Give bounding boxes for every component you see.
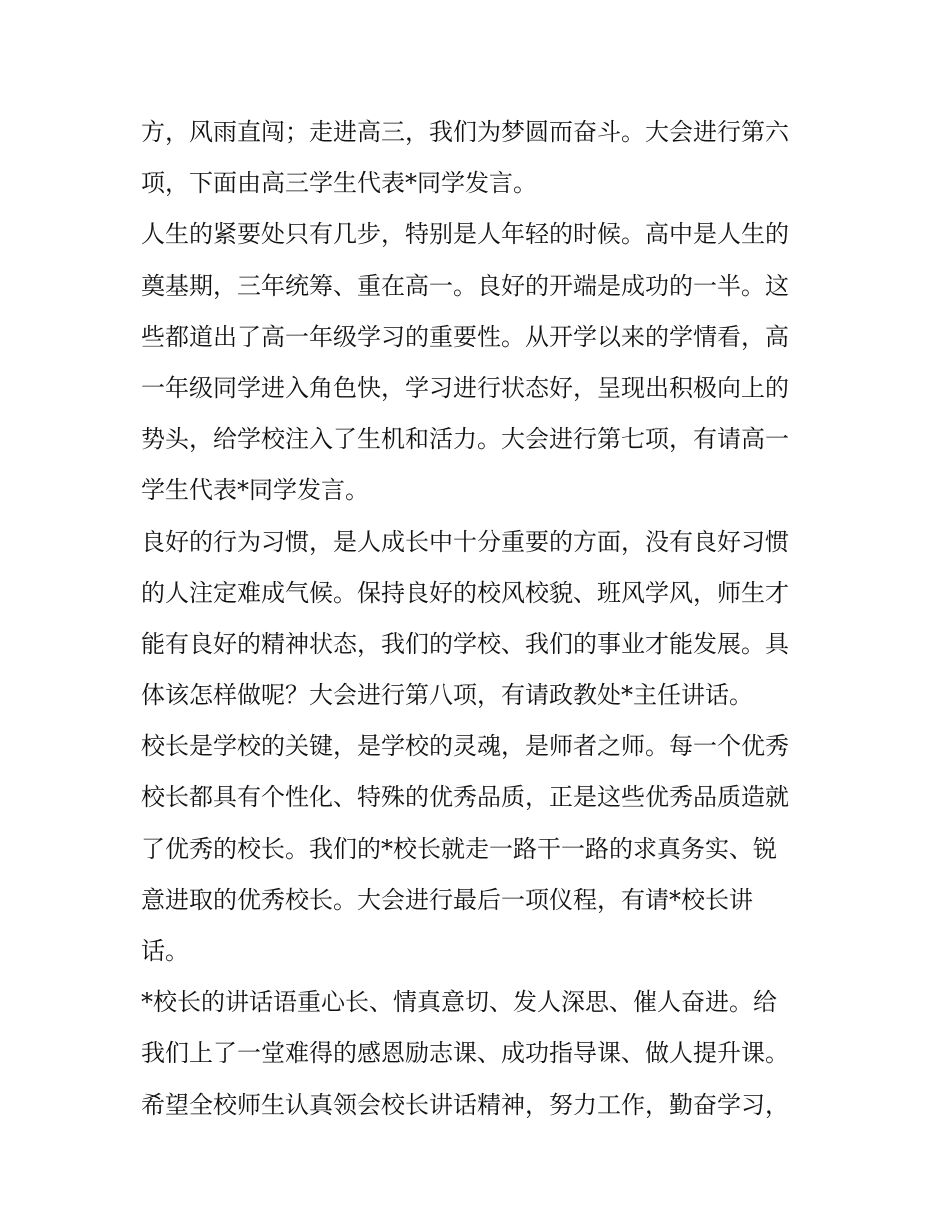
text-line: 方，风雨直闯；走进高三，我们为梦圆而奋斗。大会进行第六 xyxy=(141,118,789,146)
text-line: 的人注定难成气候。保持良好的校风校貌、班风学风，师生才 xyxy=(141,578,789,607)
text-line: 项，下面由高三学生代表*同学发言。 xyxy=(141,169,537,198)
text-line: 意进取的优秀校长。大会进行最后一项仪程，有请*校长讲 xyxy=(141,885,753,914)
text-line: 人生的紧要处只有几步，特别是人年轻的时候。高中是人生的 xyxy=(141,220,789,249)
text-line: 我们上了一堂难得的感恩励志课、成功指导课、做人提升课。 xyxy=(141,1039,789,1068)
text-line: 校长是学校的关键，是学校的灵魂，是师者之师。每一个优秀 xyxy=(141,732,789,761)
text-line: 体该怎样做呢？大会进行第八项，有请政教处*主任讲话。 xyxy=(141,681,753,710)
text-line: 些都道出了高一年级学习的重要性。从开学以来的学情看，高 xyxy=(141,322,789,351)
text-line: *校长的讲话语重心长、情真意切、发人深思、催人奋进。给 xyxy=(141,988,777,1017)
text-line: 话。 xyxy=(141,937,189,965)
text-line: 学生代表*同学发言。 xyxy=(141,476,369,505)
text-line: 势头，给学校注入了生机和活力。大会进行第七项，有请高一 xyxy=(141,425,789,454)
body-text xyxy=(141,107,821,1131)
text-line: 了优秀的校长。我们的*校长就走一路干一路的求真务实、锐 xyxy=(141,834,777,863)
text-line: 校长都具有个性化、特殊的优秀品质，正是这些优秀品质造就 xyxy=(141,783,789,812)
text-line: 能有良好的精神状态，我们的学校、我们的事业才能发展。具 xyxy=(141,629,789,658)
text-line: 良好的行为习惯，是人成长中十分重要的方面，没有良好习惯 xyxy=(141,527,789,556)
text-line: 希望全校师生认真领会校长讲话精神，努力工作，勤奋学习， xyxy=(141,1090,789,1119)
text-line: 奠基期，三年统筹、重在高一。良好的开端是成功的一半。这 xyxy=(141,271,789,300)
text-line: 一年级同学进入角色快，学习进行状态好，呈现出积极向上的 xyxy=(141,373,789,402)
